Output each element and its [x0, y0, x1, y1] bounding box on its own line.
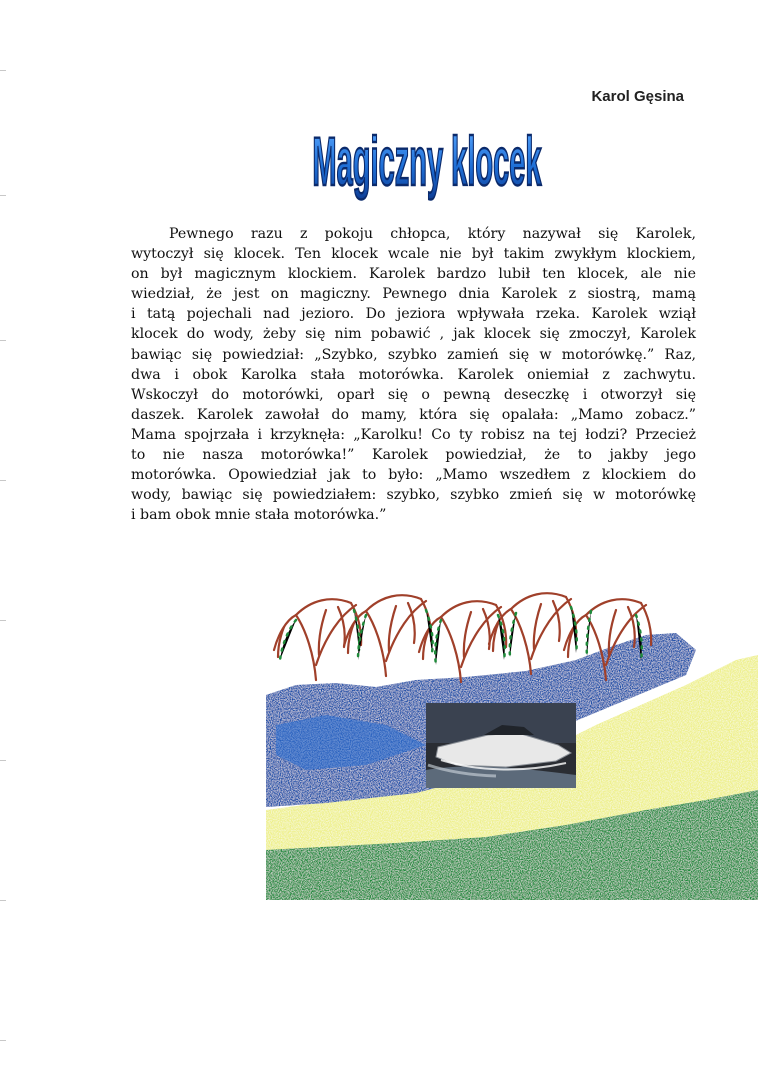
story-text: [131, 224, 696, 525]
story-line: wody, bawiąc się powiedziałem: szybko, szybko zmień się w motorówkę: [131, 487, 696, 504]
child-drawing-lake: [266, 575, 758, 900]
margin-tick: [0, 760, 6, 761]
story-line: dwa i obok Karolka stała motorówka. Karolek oniemiał z zachwytu.: [131, 366, 696, 383]
story-line: daszek. Karolek zawołał do mamy, która się opalała: „Mamo zobacz.”: [131, 406, 696, 423]
story-line: i tatą pojechali nad jezioro. Do jeziora wpływała rzeka. Karolek wziął: [131, 306, 696, 323]
author-name: Karol Gęsina: [591, 88, 684, 105]
story-line: on był magicznym klockiem. Karolek bardzo lubił ten klocek, ale nie: [131, 266, 696, 283]
margin-tick: [0, 900, 6, 901]
story-line: motorówka. Opowiedział jak to było: „Mamo wszedłem z klockiem do: [131, 467, 696, 484]
title-text: Magiczny klocek: [312, 127, 542, 201]
story-line: Pewnego razu z pokoju chłopca, który nazywał się Karolek,: [169, 226, 696, 242]
story-line: wiedział, że jest on magiczny. Pewnego dnia Karolek z siostrą, mamą: [131, 286, 696, 303]
page-title: [262, 127, 592, 205]
margin-tick: [0, 1040, 6, 1041]
story-line: Mama spojrzała i krzyknęła: „Karolku! Co ty robisz na tej łodzi? Przecież: [131, 426, 696, 443]
margin-tick: [0, 620, 6, 621]
story-line: to nie nasza motorówka!” Karolek powiedział, że to jakby jego: [131, 447, 696, 464]
margin-tick: [0, 480, 6, 481]
story-line: Wskoczył do motorówki, oparł się o pewną deseczkę i otworzył się: [131, 386, 696, 403]
motorboat-photo: [426, 703, 576, 788]
story-line: bawiąc się powiedział: „Szybko, szybko zamień się w motorówkę.” Raz,: [131, 346, 696, 363]
margin-tick: [0, 340, 6, 341]
wordart-title: [262, 127, 592, 205]
story-line: i bam obok mnie stała motorówka.”: [131, 507, 387, 524]
story-line: wytoczył się klocek. Ten klocek wcale nie był takim zwykłym klockiem,: [131, 246, 696, 263]
story-line: klocek do wody, żeby się nim pobawić , jak klocek się zmoczył, Karolek: [131, 326, 696, 343]
lake-illustration: [266, 575, 758, 900]
margin-tick: [0, 195, 6, 196]
margin-tick: [0, 70, 6, 71]
